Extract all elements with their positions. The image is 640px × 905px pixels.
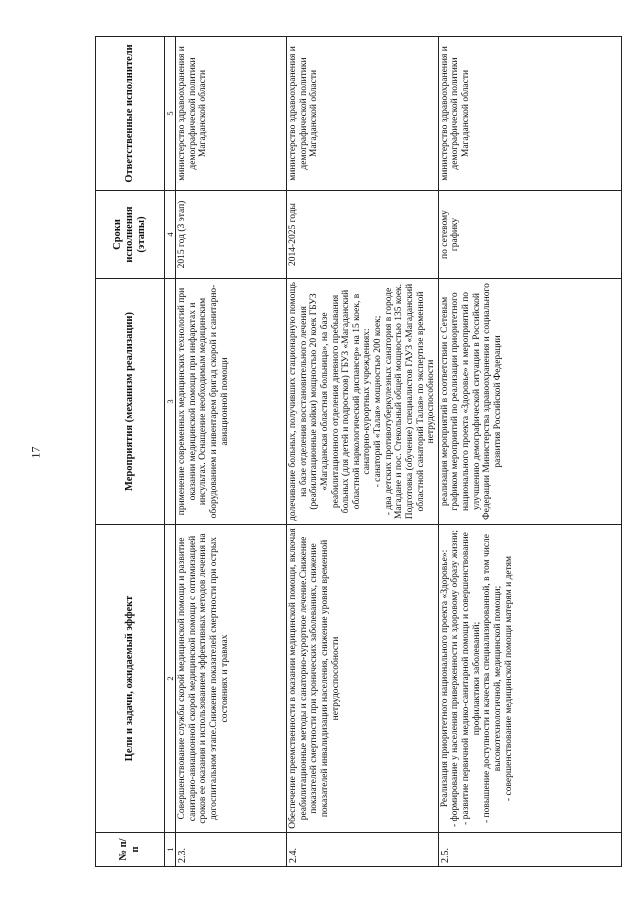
measures-line: - санаторий «Талая» мощностью 200 коек; [373,315,383,488]
column-index-row [165,37,176,867]
measures-line: - два детских противотуберкулезных санатория в городе Магадане и пос. Стекольный общей мощностью 135 коек. Подготовка (обучение) специалистов ГАУЗ «Магаданский областной санаторий Талая» по экспертизе временной нетрудоспособности [383,283,437,520]
goals-line: Реализация приоритетного национального проекта «Здоровье»: [439,549,450,808]
row-responsible: министерство здравоохранения и демографической политики Магаданской области [287,37,439,191]
column-index-cell: 1 [165,833,176,867]
row-number: 2.5. [438,833,621,867]
row-terms: по сетевому графику [438,191,621,279]
row-terms: 2014-2025 годы [287,191,439,279]
row-goals: Обеспечение преемственности в оказании медицинской помощи, включая реабилитационные методы и санаторно-курортное лечение.Снижение показателей смертности при хронических заболеваниях, снижение показателей инвалидизации населения, снижение уровня временной нетрудоспособности [287,525,439,833]
row-responsible: министерство здравоохранения и демографической политики Магаданской области [438,37,621,191]
table-row [438,37,621,867]
row-terms: 2015 год (3 этап) [176,191,287,279]
row-goals: Совершенствование службы скорой медицинской помощи и развитие санитарно-авиационной скорой медицинской помощи с оптимизацией сроков ее оказания и использованием эффективных методов лечения на догоспитальном этапе.Снижение показателей смертности при острых состояниях и травмах [176,525,287,833]
program-measures-table [95,36,622,867]
header-num: № п/п [96,833,165,867]
header-goals: Цели и задачи, ожидаемый эффект [96,525,165,833]
table-row [287,37,439,867]
page-number: 17 [28,446,43,459]
row-responsible: министерство здравоохранения и демографической политики Магаданской области [176,37,287,191]
table-row [176,37,287,867]
table-header-row [96,37,165,867]
rotated-table-wrapper [95,37,599,867]
column-index-cell: 3 [165,279,176,525]
row-goals [438,525,621,833]
row-number: 2.4. [287,833,439,867]
row-number: 2.3. [176,833,287,867]
header-measures: Мероприятия (механизм реализации) [96,279,165,525]
measures-line: долечивание больных, получивших стационарную помощь на базе отделения восстановительного лечения (реабилитационные койки) мощностью 20 коек ГБУЗ «Магаданская областная больница», на базе реабилитационного отделения дневного пребывания больных (для детей и подростков) ГБУЗ «Магаданский областной наркологический диспансер» на 15 коек, в санаторно-курортных учреждениях: [288,282,373,521]
header-terms: Сроки исполнения (этапы) [96,191,165,279]
column-index-cell: 5 [165,37,176,191]
column-index-cell: 2 [165,525,176,833]
row-measures: применение современных медицинских технологий при оказании медицинской помощи при инфарктах и инсультах. Оснащение необходимым медицинским оборудованием и инвентарем бригад скорой и санитарно-авиационной помощи [176,279,287,525]
goals-line: - развитие первичной медико-санитарной помощи и совершенствование профилактики заболеваний; [461,532,482,825]
goals-line: - совершенствование медицинской помощи матерям и детям [503,555,514,802]
column-index-cell: 4 [165,191,176,279]
header-responsible: Ответственные исполнители [96,37,165,191]
row-measures: реализация мероприятий в соответствии с Сетевым графиком мероприятий по реализации приоритетного национального проекта «Здоровье» и мероприятий по улучшению демографической ситуации в Российской Федерации Министерства здравоохранения и социального развития Российской Федерации [438,279,621,525]
goals-line: - повышение доступности и качества специализированной, в том числе высокотехнологичной, медицинской помощи; [482,534,503,823]
row-measures [287,279,439,525]
goals-line: - формирование у населения приверженности к здоровому образу жизни; [450,530,461,827]
